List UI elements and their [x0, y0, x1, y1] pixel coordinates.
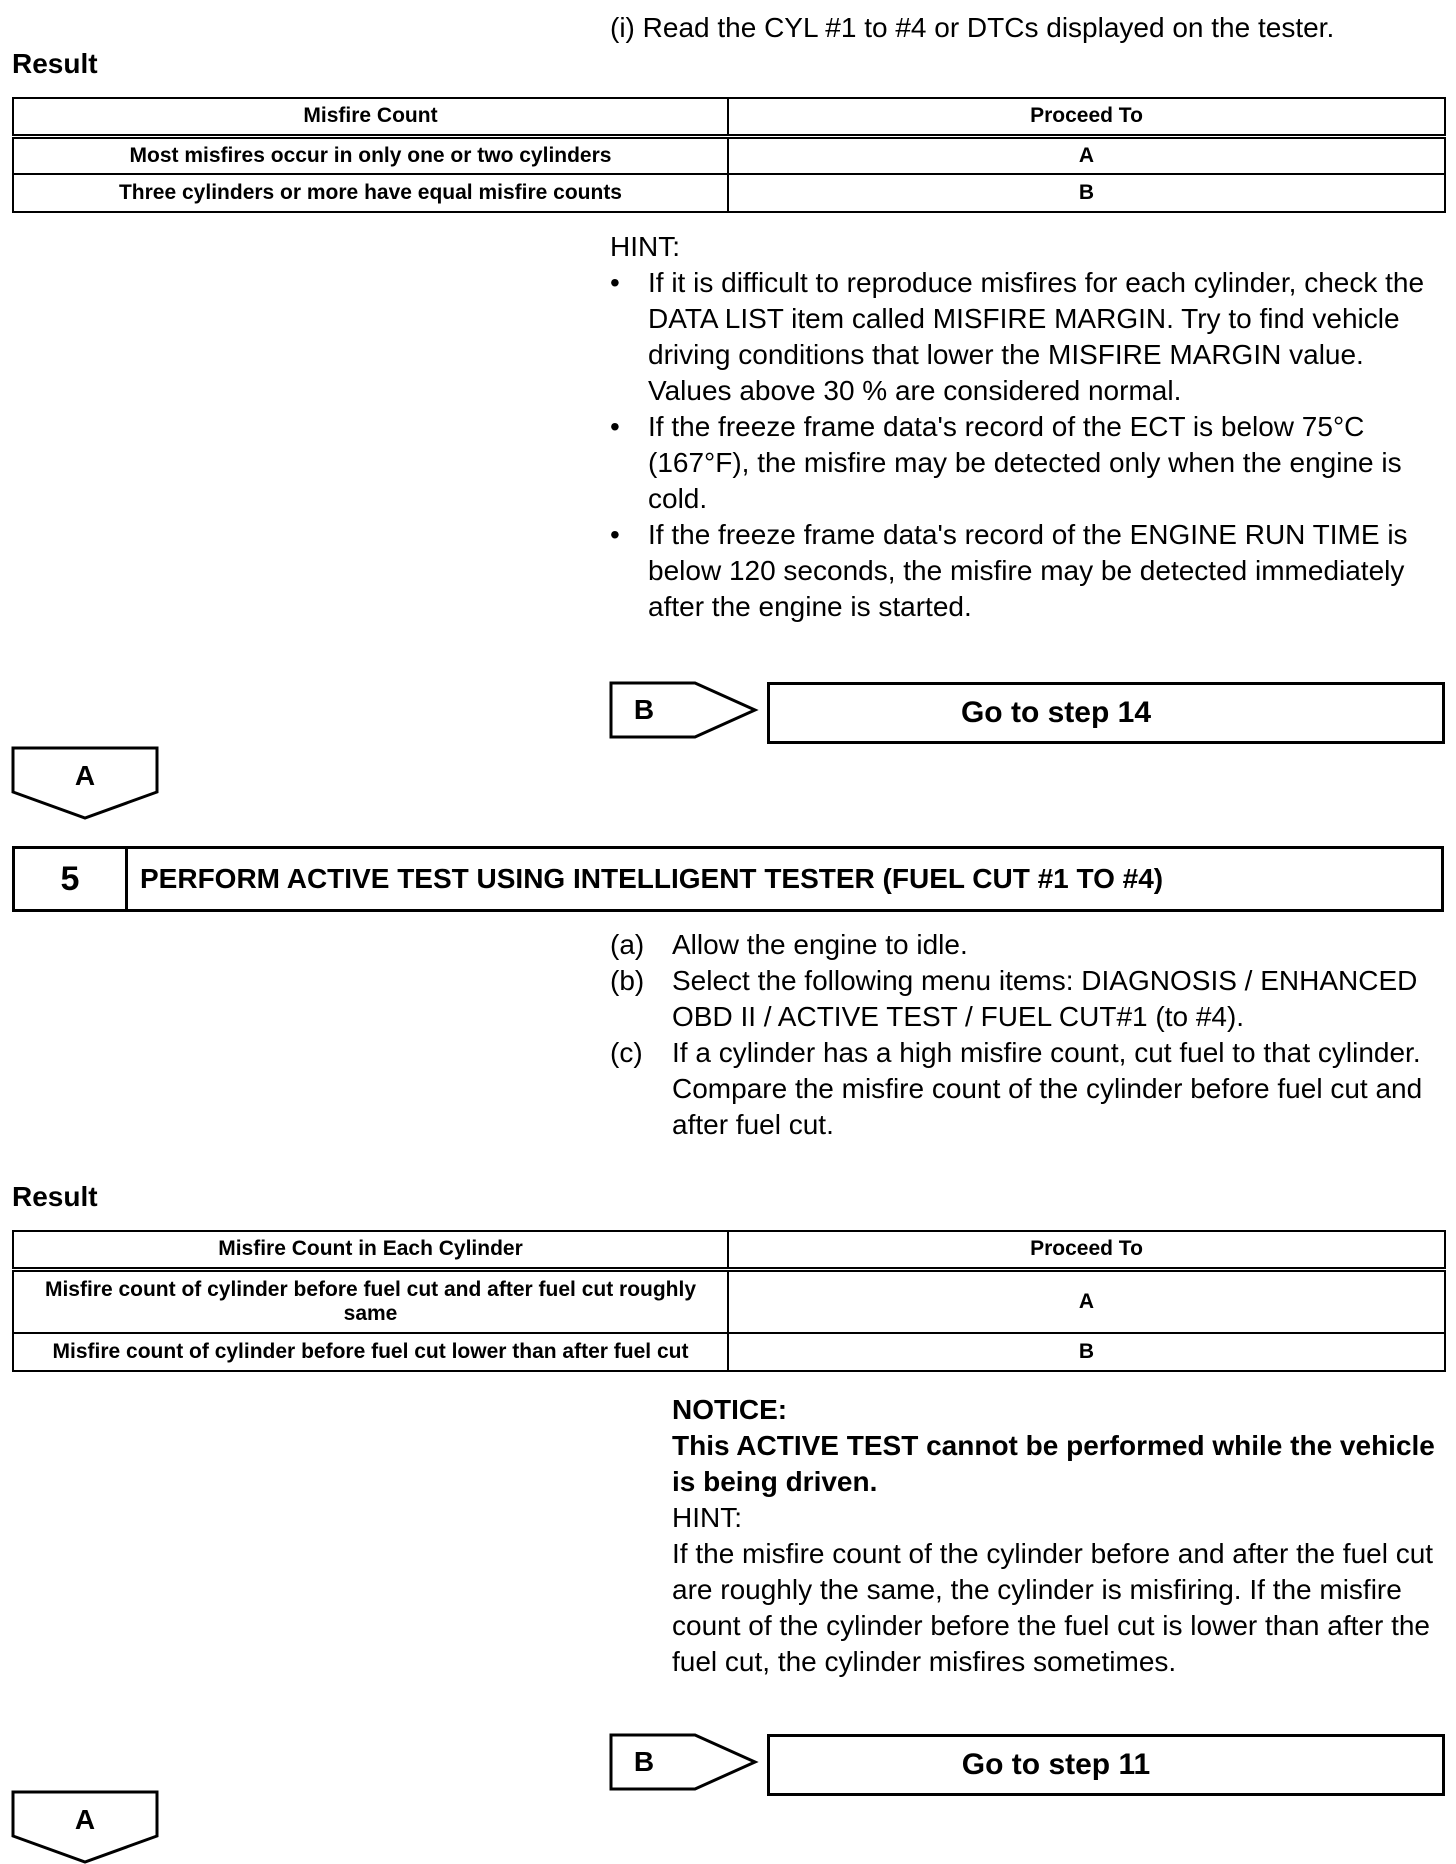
step-5-header: [12, 846, 1444, 912]
notice-text: This ACTIVE TEST cannot be performed while the vehicle is being driven.: [672, 1430, 1435, 1497]
hint-label: HINT:: [672, 1502, 742, 1533]
table-header: Misfire Count in Each Cylinder: [13, 1231, 728, 1269]
table-row: [13, 1269, 1445, 1333]
table-row: [13, 136, 1445, 174]
step-title: PERFORM ACTIVE TEST USING INTELLIGENT TESTER (FUEL CUT #1 TO #4): [140, 863, 1164, 894]
step-label: (b): [610, 965, 645, 996]
step-i-instruction: (i) Read the CYL #1 to #4 or DTCs displayed on the tester.: [610, 12, 1335, 43]
notice-label: NOTICE:: [672, 1394, 788, 1425]
list-item: • If the freeze frame data's record of the ENGINE RUN TIME is below 120 seconds, the misfire may be detected immediately after the engine is started.: [610, 517, 1448, 625]
notice-hint-block: [672, 1392, 1447, 1680]
branch-b-arrow: [609, 1733, 759, 1791]
branch-a-arrow: [11, 1790, 161, 1864]
result-table-misfire-count: [12, 97, 1446, 213]
table-cell: Most misfires occur in only one or two cylinders: [13, 136, 728, 174]
table-cell: B: [728, 1333, 1445, 1371]
table-header: Proceed To: [728, 1231, 1445, 1269]
table-header: Proceed To: [728, 98, 1445, 136]
table-cell: A: [728, 1269, 1445, 1333]
branch-tag: A: [74, 760, 96, 791]
step-number: 5: [15, 849, 128, 909]
branch-tag: B: [633, 1746, 655, 1777]
hint-block: [610, 229, 1448, 625]
hint-list: [610, 265, 1448, 625]
step-label: (c): [610, 1037, 643, 1068]
result-table-fuel-cut: [12, 1230, 1446, 1372]
hint-label: HINT:: [610, 231, 680, 262]
list-item: [610, 1035, 1448, 1143]
goto-step-14-link[interactable]: Go to step 14: [767, 682, 1445, 744]
list-item: [610, 963, 1448, 1035]
list-item: [610, 927, 1448, 963]
table-row: [13, 1333, 1445, 1371]
table-row: [13, 174, 1445, 212]
branch-a-arrow: [11, 746, 161, 820]
list-item: • If the freeze frame data's record of the ECT is below 75°C (167°F), the misfire may be detected only when the engine is cold.: [610, 409, 1448, 517]
procedure-steps: [610, 927, 1448, 1143]
table-cell: Three cylinders or more have equal misfire counts: [13, 174, 728, 212]
step-text: Allow the engine to idle.: [672, 929, 968, 960]
result-label: Result: [12, 1181, 98, 1212]
step-text: If a cylinder has a high misfire count, cut fuel to that cylinder. Compare the misfire count of the cylinder before fuel cut and after fuel cut.: [672, 1037, 1423, 1140]
branch-b-arrow: [609, 681, 759, 739]
branch-tag: A: [74, 1804, 96, 1835]
step-text: Select the following menu items: DIAGNOSIS / ENHANCED OBD II / ACTIVE TEST / FUEL CUT#1 (to #4).: [672, 965, 1418, 1032]
list-item: • If it is difficult to reproduce misfires for each cylinder, check the DATA LIST item called MISFIRE MARGIN. Try to find vehicle driving conditions that lower the MISFIRE MARGIN value. Values above 30 % are considered normal.: [610, 265, 1448, 409]
table-cell: Misfire count of cylinder before fuel cut lower than after fuel cut: [13, 1333, 728, 1371]
table-cell: B: [728, 174, 1445, 212]
branch-tag: B: [633, 694, 655, 725]
result-label: Result: [12, 48, 98, 79]
step-label: (a): [610, 929, 645, 960]
table-header: Misfire Count: [13, 98, 728, 136]
hint-text: If the misfire count of the cylinder before and after the fuel cut are roughly the same, the cylinder is misfiring. If the misfire count of the cylinder before the fuel cut is lower than after the fuel cut, the cylinder misfires sometimes.: [672, 1538, 1434, 1677]
table-cell: Misfire count of cylinder before fuel cut and after fuel cut roughly same: [13, 1269, 728, 1333]
goto-step-11-link[interactable]: Go to step 11: [767, 1734, 1445, 1796]
table-cell: A: [728, 136, 1445, 174]
